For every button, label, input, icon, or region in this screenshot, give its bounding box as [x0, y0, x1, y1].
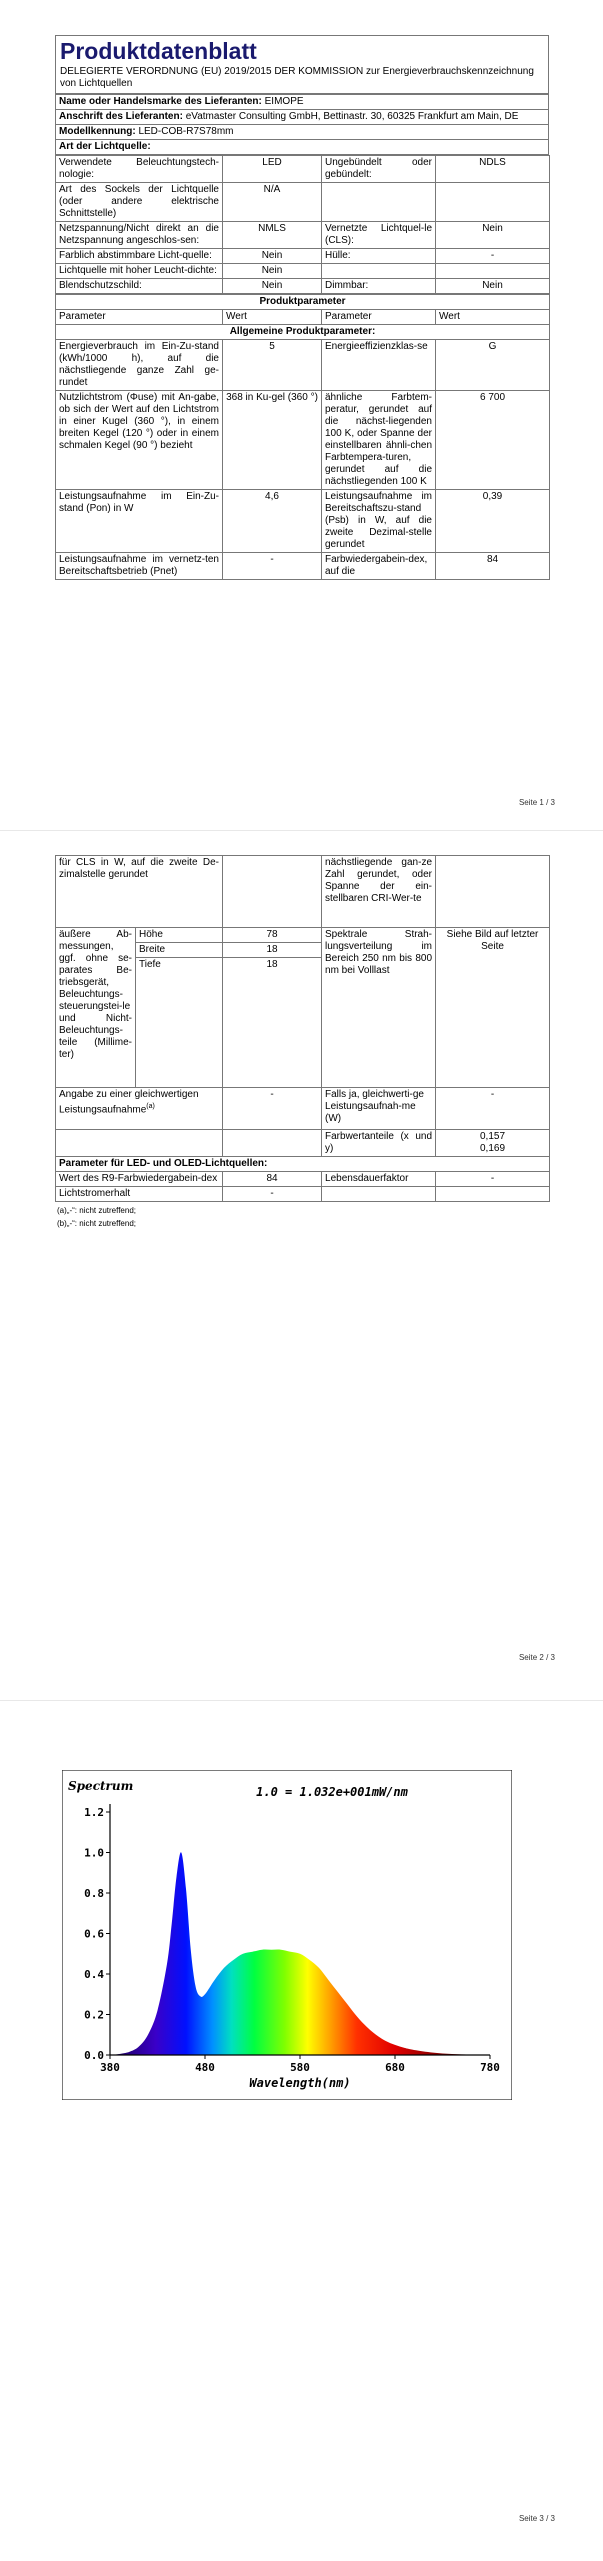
- maint-value: -: [223, 1187, 322, 1202]
- params-table: [55, 294, 550, 580]
- y-axis-label: Spectrum: [68, 1779, 134, 1793]
- param-label: Leistungsaufnahme im vernetz-ten Bereitschaftsbetrieb (Pnet): [56, 553, 223, 580]
- y-tick-label: 0.2: [84, 2008, 104, 2022]
- dim-label-depth: Tiefe: [136, 958, 223, 1088]
- chroma-value-cell: [436, 1130, 550, 1157]
- type-label: Farblich abstimmbare Licht-quelle:: [56, 249, 223, 264]
- cont-right-cell: nächstliegende gan-ze Zahl gerundet, oder Spanne der ein-stellbaren CRI-Wer-te: [322, 856, 436, 928]
- y-tick-label: 0.6: [84, 1927, 104, 1941]
- chroma-empty-2: [223, 1130, 322, 1157]
- dimensions-label: äußere Ab-messungen, ggf. ohne se-parates Be-triebsgerät, Beleuchtungs-steuerungstei-le und Nicht-Beleuchtungs-teile (Millime-ter): [56, 928, 136, 1088]
- supplier-name-row: [56, 95, 549, 110]
- led-heading: Parameter für LED- und OLED-Lichtquellen:: [56, 1157, 550, 1172]
- cont-empty-cell-2: [436, 856, 550, 928]
- maint-empty: [322, 1187, 436, 1202]
- type-value-2: Nein: [436, 279, 550, 294]
- type-row: [56, 279, 550, 294]
- r9-label: Wert des R9-Farbwiedergabein-dex: [56, 1172, 223, 1187]
- type-label-2: Dimmbar:: [322, 279, 436, 294]
- footnote-a: (a)„-“: nicht zutreffend;: [57, 1206, 136, 1215]
- type-value-2: Nein: [436, 222, 550, 249]
- param-value-2: 0,39: [436, 490, 550, 553]
- equiv-right-label: Falls ja, gleichwerti-ge Leistungsaufnah-me (W): [322, 1088, 436, 1130]
- param-row: [56, 490, 550, 553]
- supplier-address-row: [56, 110, 549, 125]
- x-axis-label: Wavelength(nm): [249, 2076, 351, 2090]
- param-row: [56, 553, 550, 580]
- col-header-param-1: Parameter: [56, 310, 223, 325]
- y-tick-label: 0.8: [84, 1887, 104, 1900]
- param-value: 368 in Ku-gel (360 °): [223, 391, 322, 490]
- param-label: Leistungsaufnahme im Ein-Zu-stand (Pon) in W: [56, 490, 223, 553]
- supplier-name-label: Name oder Handelsmarke des Lieferanten:: [59, 96, 262, 107]
- param-label: Energieverbrauch im Ein-Zu-stand (kWh/1000 h), auf die nächstliegende ganze Zahl ge-rundet: [56, 340, 223, 391]
- footnotes: [55, 1202, 549, 1230]
- param-label: Nutzlichtstrom (Φuse) mit An-gabe, ob sich der Wert auf den Lichtstrom in einer Kugel (360 °), in einem breiten Kegel (120 °) oder in einem schmalen Kegel (90 °) bezieht: [56, 391, 223, 490]
- regulation-text: DELEGIERTE VERORDNUNG (EU) 2019/2015 DER KOMMISSION zur Energieverbrauchskennzeichnung von Lichtquellen: [60, 66, 534, 89]
- type-value-2: [436, 183, 550, 222]
- chroma-x: 0,157: [480, 1131, 506, 1142]
- model-label: Modellkennung:: [59, 126, 136, 137]
- param-row: [56, 340, 550, 391]
- type-value-2: NDLS: [436, 156, 550, 183]
- general-params-heading: Allgemeine Produktparameter:: [56, 325, 550, 340]
- param-value-2: 6 700: [436, 391, 550, 490]
- param-value: -: [223, 553, 322, 580]
- dim-value-depth: 18: [223, 958, 322, 1088]
- type-label-2: [322, 183, 436, 222]
- type-label-2: [322, 264, 436, 279]
- page-number-3: Seite 3 / 3: [518, 2514, 555, 2523]
- equiv-label: Angabe zu einer gleichwertigen Leistungsaufnahme: [59, 1089, 199, 1116]
- param-value-2: 84: [436, 553, 550, 580]
- life-value: -: [436, 1172, 550, 1187]
- x-tick-label: 780: [480, 2061, 500, 2074]
- page-number-2: Seite 2 / 3: [518, 1653, 555, 1662]
- life-label: Lebensdauerfaktor: [322, 1172, 436, 1187]
- spectral-value: Siehe Bild auf letzter Seite: [436, 928, 550, 1088]
- chroma-empty: [56, 1130, 223, 1157]
- type-row: [56, 156, 550, 183]
- param-value: 5: [223, 340, 322, 391]
- model-row: [56, 125, 549, 140]
- spectrum-chart: [62, 1770, 512, 2100]
- model-value: LED-COB-R7S78mm: [138, 126, 234, 137]
- header-box: [55, 35, 549, 94]
- datasheet-page-1: [55, 35, 549, 580]
- x-tick-label: 680: [385, 2061, 405, 2074]
- page-number-1: Seite 1 / 3: [518, 798, 555, 807]
- chart-title: 1.0 = 1.032e+001mW/nm: [256, 1785, 408, 1799]
- type-value: Nein: [223, 249, 322, 264]
- type-label: Verwendete Beleuchtungstech-nologie:: [56, 156, 223, 183]
- type-value: NMLS: [223, 222, 322, 249]
- param-label-2: Farbwiedergabein-dex, auf die: [322, 553, 436, 580]
- chroma-label: Farbwertanteile (x und y): [322, 1130, 436, 1157]
- y-tick-label: 0.4: [84, 1968, 104, 1981]
- dim-value-height: 78: [223, 928, 322, 943]
- page-3: [0, 1700, 603, 2561]
- page-title: Produktdatenblatt: [60, 38, 257, 64]
- type-label: Lichtquelle mit hoher Leucht-dichte:: [56, 264, 223, 279]
- supplier-name-value: EIMOPE: [264, 96, 304, 107]
- type-value: LED: [223, 156, 322, 183]
- maint-label: Lichtstromerhalt: [56, 1187, 223, 1202]
- type-label-2: Ungebündelt oder gebündelt:: [322, 156, 436, 183]
- type-label-2: Hülle:: [322, 249, 436, 264]
- supplier-address-label: Anschrift des Lieferanten:: [59, 111, 183, 122]
- type-table: [55, 155, 550, 294]
- maint-empty-2: [436, 1187, 550, 1202]
- params-table-continued: [55, 855, 550, 1202]
- dim-value-width: 18: [223, 943, 322, 958]
- y-tick-label: 0.0: [84, 2049, 104, 2062]
- type-label: Art des Sockels der Lichtquelle (oder andere elektrische Schnittstelle): [56, 183, 223, 222]
- param-value-2: G: [436, 340, 550, 391]
- x-tick-label: 480: [195, 2061, 215, 2074]
- col-header-param-2: Parameter: [322, 310, 436, 325]
- type-label: Netzspannung/Nicht direkt an die Netzspannung angeschlos-sen:: [56, 222, 223, 249]
- x-tick-label: 580: [290, 2061, 310, 2074]
- y-tick-label: 1.2: [84, 1806, 104, 1819]
- equiv-label-cell: [56, 1088, 223, 1130]
- x-tick-label: 380: [100, 2061, 120, 2074]
- param-label-2: ähnliche Farbtem-peratur, gerundet auf die nächst-liegenden 100 K, oder Spanne der einstellbaren ähnli-chen Farbtempera-turen, gerundet auf die nächstliegenden 100 K: [322, 391, 436, 490]
- cont-left-cell: für CLS in W, auf die zweite De-zimalstelle gerundet: [56, 856, 223, 928]
- type-row: [56, 222, 550, 249]
- spectrum-svg: [62, 1770, 512, 2100]
- supplier-address-value: eVatmaster Consulting GmbH, Bettinastr. 30, 60325 Frankfurt am Main, DE: [185, 111, 519, 122]
- type-value: Nein: [223, 279, 322, 294]
- type-value: N/A: [223, 183, 322, 222]
- page-1: [0, 0, 603, 830]
- spectral-label: Spektrale Strah-lungsverteilung im Bereich 250 nm bis 800 nm bei Volllast: [322, 928, 436, 1088]
- equiv-value: -: [223, 1088, 322, 1130]
- page-2: [0, 830, 603, 1691]
- r9-value: 84: [223, 1172, 322, 1187]
- type-value: Nein: [223, 264, 322, 279]
- supplier-table: [55, 94, 549, 155]
- param-label-2: Leistungsaufnahme im Bereitschaftszu-stand (Psb) in W, auf die zweite Dezimal-stelle gerundet: [322, 490, 436, 553]
- dim-label-height: Höhe: [136, 928, 223, 943]
- type-row: [56, 183, 550, 222]
- param-value: 4,6: [223, 490, 322, 553]
- datasheet-page-2: [55, 855, 549, 1230]
- col-header-value-2: Wert: [436, 310, 550, 325]
- chroma-y: 0,169: [480, 1143, 506, 1154]
- type-row: [56, 249, 550, 264]
- type-row: [56, 264, 550, 279]
- col-header-value-1: Wert: [223, 310, 322, 325]
- dim-label-width: Breite: [136, 943, 223, 958]
- y-tick-label: 1.0: [84, 1846, 104, 1860]
- param-row: [56, 391, 550, 490]
- equiv-sup: (a): [146, 1103, 155, 1110]
- type-label-2: Vernetzte Lichtquel-le (CLS):: [322, 222, 436, 249]
- params-heading: Produktparameter: [56, 295, 550, 310]
- type-label: Blendschutzschild:: [56, 279, 223, 294]
- cont-empty-cell: [223, 856, 322, 928]
- equiv-right-value: -: [436, 1088, 550, 1130]
- type-value-2: -: [436, 249, 550, 264]
- footnote-b: (b)„-“: nicht zutreffend;: [57, 1219, 136, 1228]
- param-label-2: Energieeffizienzklas-se: [322, 340, 436, 391]
- type-heading: Art der Lichtquelle:: [56, 140, 549, 155]
- type-value-2: [436, 264, 550, 279]
